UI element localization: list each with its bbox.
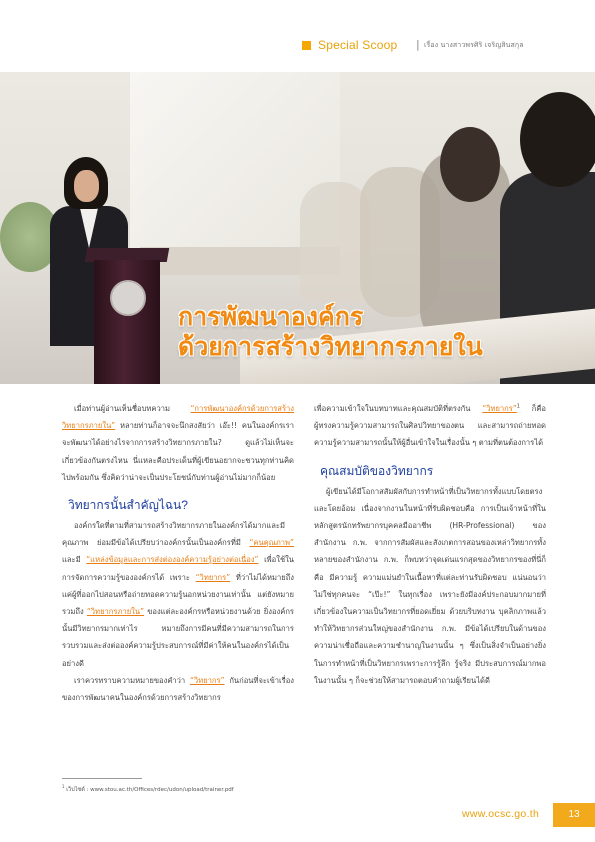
footnote-link[interactable]: เว็บไซต์ : www.stou.ac.th/Offices/rdec/udon/upload/trainer.pdf xyxy=(64,786,234,793)
podium xyxy=(94,260,160,384)
footnote-rule xyxy=(62,778,142,779)
intro-paragraph: เมื่อท่านผู้อ่านเห็นชื่อบทความ “การพัฒนาองค์กรด้วยการสร้างวิทยากรภายใน” หลายท่านก็อาจจะนึกสงสัยว่า เอ๊ะ!! คนในองค์กรเราจะพัฒนาได้อย่างไรจากการสร้างวิทยากรภายใน? ดูแล้วไม่เห็นจะเกี่ยวข้องกันตรงไหน นี่แหละคือประเด็นที่ผู้เขียนอยากจะชวนทุกท่านคิดไปพร้อมกัน ซึ่งคิดว่าน่าจะเป็นประโยชน์กับท่านผู้อ่านไม่มากก็น้อย xyxy=(62,404,294,482)
right-column xyxy=(314,400,546,689)
article-title xyxy=(178,302,483,361)
footnote-ref: 1 xyxy=(516,403,520,410)
footnote: $^1$ เว็บไซต์ : www.stou.ac.th/Offices/rdec/udon/upload/trainer.pdf xyxy=(62,784,234,793)
body-paragraph: องค์กรใดที่ตามที่สามารถสร้างวิทยากรภายในองค์กรได้มากและมีคุณภาพ ย่อมมีข้อได้เปรียบว่าองค์กรนั้นเป็นองค์กรที่มี “คนคุณภาพ” และมี “แหล่งข้อมูลและการส่งต่ององค์ความรู้อย่างต่อเนื่อง” เพื่อใช้ในการจัดการความรู้ขององค์กรได้ เพราะ “วิทยากร” ที่ว่าไม่ได้หมายถึงแค่ผู้ที่ออกไปสอนหรือถ่ายทอดความรู้นอกหน่วยงานเท่านั้น แต่ยังหมายรวมถึง “วิทยากรภายใน” ของแต่ละองค์กรหรือหน่วยงานด้วย ยิ่งองค์กรนั้นมีวิทยากรมากเท่าไร หมายถึงการมีคนที่มีความสามารถในการรวบรวมและส่งต่อองค์ความรู้ประสบการณ์ที่มีค่าให้คนในองค์กรได้เป็นอย่างดี xyxy=(62,521,294,668)
section-heading: คุณสมบัติของวิทยากร xyxy=(320,463,434,478)
section-heading: วิทยากรนั้นสำคัญไฉน? xyxy=(68,498,188,513)
title-line-1: การพัฒนาองค์กร xyxy=(178,302,364,331)
body-paragraph: ผู้เขียนได้มีโอกาสสัมผัสกับการทำหน้าที่เป็นวิทยากรทั้งแบบโดยตรงและโดยอ้อม เนื่องจากงานในหน้าที่รับผิดชอบคือ การเป็นเจ้าหน้าที่ในหลักสูตรนักทรัพยากรบุคคลมืออาชีพ (HR-Professional) ของสำนักงาน ก.พ. จากการสัมผัสและสังเกตการสอนของเหล่าวิทยากรทั้งหลายของสำนักงาน ก.พ. ก็พบหว่าจุดเด่นแรกสุดของวิทยากรของที่นี่ก็คือ มีความรู้ ความแม่นยำในเนื้อหาที่แต่ละท่านรับผิดชอบ แน่นอนว่าไม่ใช่ทุกคนจะ “เป๊ะ!” ในทุกเรื่อง เพราะยังมีองค์ประกอบมากมายที่เกี่ยวข้องในความเป็นวิทยากรที่ยอดเยี่ยม ด้วยบริบทงาน บุคลิกภาพแล้วทำให้วิทยากรส่วนใหญ่ของสำนักงาน ก.พ. มีข้อได้เปรียบในด้านของความน่าเชื่อถือและความชำนาญในงานนั้น ๆ ซึ่งเป็นสิ่งจำเป็นอย่างยิ่งในการทำหน้าที่เป็นวิทยากรเพราะการรู้ลึก รู้จริง มีประสบการณ์มากพอในงานนั้น ๆ ก็จะช่วยให้สามารถตอบคำถามผู้เรียนได้ดี xyxy=(314,486,546,685)
section-label: Special Scoop xyxy=(318,38,398,52)
podium-seal-emblem xyxy=(110,280,146,316)
header-separator: | xyxy=(416,38,420,51)
body-paragraph: เราควรทราบความหมายของคำว่า “วิทยากร” กันก่อนที่จะเข้าเรื่องของการพัฒนาคนในองค์กรด้วยการสร้างวิทยากร xyxy=(62,675,294,703)
footer-website[interactable]: www.ocsc.go.th xyxy=(462,808,540,820)
left-column xyxy=(62,400,294,706)
section-square-icon xyxy=(302,41,311,50)
title-line-2: ด้วยการสร้างวิทยากรภายใน xyxy=(178,331,483,361)
page-number: 13 xyxy=(553,803,595,827)
body-paragraph: เพื่อความเข้าใจในบทบาทและคุณสมบัติที่ตรงกัน “วิทยากร”$^1$ ก็คือ ผู้ทรงความรู้ความสามารถในศิลปวิทยาของตน และสามารถถ่ายทอดความรู้ความสามารถนั้นให้ผู้อื่นเข้าใจในเรื่องนั้น ๆ ตามที่ตนต้องการได้ xyxy=(314,403,546,448)
author-byline: เรื่อง นางสาวพรศิริ เจริญสินสกุล xyxy=(424,41,524,49)
page-header xyxy=(0,38,595,56)
